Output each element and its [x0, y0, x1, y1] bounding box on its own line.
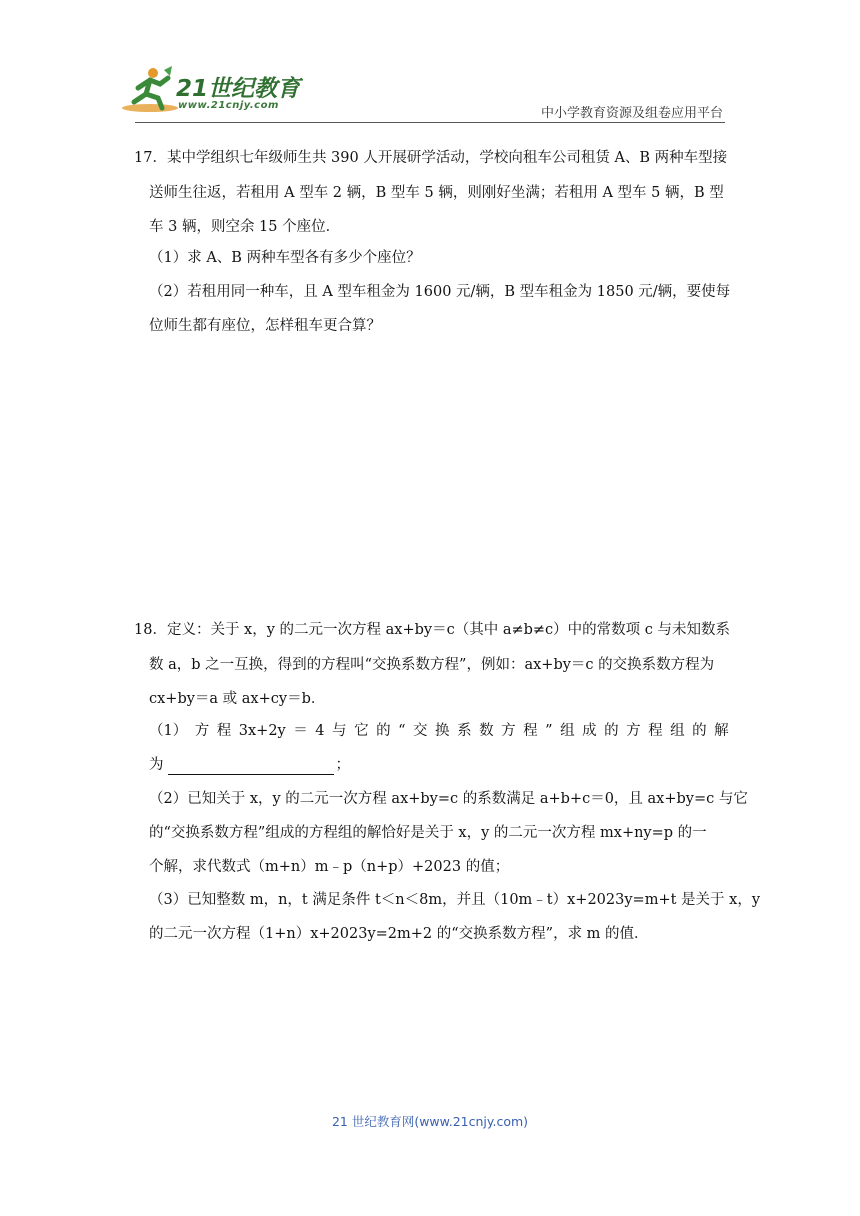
q18-part-1-token: 组: [670, 723, 685, 739]
q18-part-1-token: 4: [315, 723, 325, 739]
q18-part-1-token: 换: [435, 723, 450, 739]
answer-blank: [168, 759, 334, 775]
q18-part-1-line-2: [149, 755, 350, 775]
q18-part-1-token: 程: [523, 723, 538, 739]
page-header: [0, 0, 860, 130]
q18-part-1-token: 的: [604, 723, 619, 739]
q17-part-2-line-1: （2）若租用同一种车，且 A 型车租金为 1600 元/辆，B 型车租金为 1850 元/辆，要使每: [149, 284, 731, 300]
runner-logo-icon: [120, 64, 180, 116]
q18-line-1: 18．定义：关于 x，y 的二元一次方程 ax+by＝c（其中 a≠b≠c）中的常数项 c 与未知数系: [134, 622, 731, 638]
q18-part-2-line-1: （2）已知关于 x，y 的二元一次方程 ax+by=c 的系数满足 a+b+c＝0，且 ax+by=c 与它: [149, 791, 748, 807]
q18-part-1-token: 成: [582, 723, 597, 739]
q18-part-1-token: ＝: [293, 723, 308, 739]
logo: [120, 64, 300, 120]
q18-line-2: 数 a，b 之一互换，得到的方程叫“交换系数方程”，例如：ax+by＝c 的交换系数方程为: [149, 657, 715, 673]
header-divider: [135, 122, 725, 123]
q18-part-1-token: 程: [648, 723, 663, 739]
q18-part-1-token: 的: [376, 723, 391, 739]
q18-part-1-token: 的: [692, 723, 707, 739]
q18-part-1-suffix: ；: [335, 757, 350, 773]
q18-part-1-token: 系: [457, 723, 472, 739]
q18-part-1-token: 方: [626, 723, 641, 739]
q18-part-1-token: （1）: [149, 723, 188, 739]
q18-part-3-line-2: 的二元一次方程（1+n）x+2023y=2m+2 的“交换系数方程”，求 m 的值．: [149, 926, 649, 942]
q18-part-1-prefix: 为: [149, 757, 164, 773]
q18-part-3-line-1: （3）已知整数 m，n，t 满足条件 t＜n＜8m，并且（10m﹣t）x+2023y=m+t 是关于 x，y: [149, 892, 761, 908]
q18-part-1-token: 与: [332, 723, 347, 739]
q17-line-1: 17．某中学组织七年级师生共 390 人开展研学活动，学校向租车公司租赁 A、B 两种车型接: [134, 150, 728, 166]
q18-part-1-token: ”: [545, 723, 553, 739]
q18-part-1-token: 方: [194, 723, 210, 739]
q18-part-1-token: “: [398, 723, 406, 739]
platform-title: 中小学教育资源及组卷应用平台: [540, 106, 723, 121]
q18-part-1-token: 数: [479, 723, 494, 739]
page-footer: 21 世纪教育网(www.21cnjy.com): [331, 1114, 529, 1129]
q18-part-1-token: 3x+2y: [238, 723, 286, 739]
q18-part-1-line-1: [149, 721, 729, 741]
q18-part-1-token: 组: [560, 723, 575, 739]
q18-part-2-line-3: 个解，求代数式（m+n）m﹣p（n+p）+2023 的值；: [149, 859, 510, 875]
q18-part-1-token: 程: [216, 723, 232, 739]
logo-brand-text: 21世纪教育: [176, 76, 301, 102]
q18-part-1-token: 交: [413, 723, 428, 739]
q17-part-2-line-2: 位师生都有座位，怎样租车更合算？: [149, 318, 381, 334]
q17-line-3: 车 3 辆，则空余 15 个座位．: [149, 219, 341, 235]
q18-part-2-line-2: 的“交换系数方程”组成的方程组的解恰好是关于 x，y 的二元一次方程 mx+ny=p 的一: [149, 825, 707, 841]
q18-part-1-token: 方: [501, 723, 516, 739]
q17-part-1: （1）求 A、B 两种车型各有多少个座位？: [149, 250, 421, 266]
q18-line-3: cx+by＝a 或 ax+cy＝b．: [149, 691, 326, 707]
logo-url-text: www.21cnjy.com: [178, 100, 279, 111]
q18-part-1-token: 它: [354, 723, 369, 739]
q18-part-1-token: 解: [714, 723, 729, 739]
q17-line-2: 送师生往返，若租用 A 型车 2 辆，B 型车 5 辆，则刚好坐满；若租用 A 型车 5 辆，B 型: [149, 185, 724, 201]
